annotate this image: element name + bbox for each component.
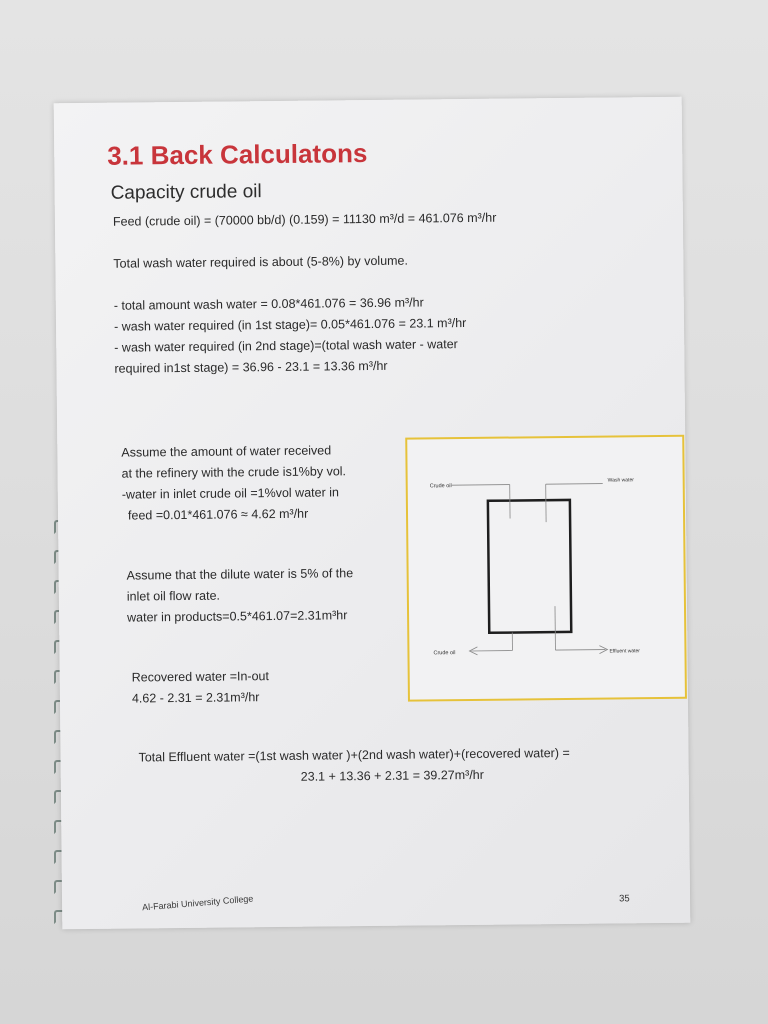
vessel-outline [488, 500, 571, 633]
label-wash-water: Wash water [607, 477, 634, 484]
assume-received-line: at the refinery with the crude is1%by vol. [121, 464, 347, 481]
total-effluent-result: 23.1 + 13.36 + 2.31 = 39.27m³/hr [300, 767, 484, 784]
wash-line-first-stage: - wash water required (in 1st stage)= 0.05*461.076 = 23.1 m³/hr [113, 316, 467, 334]
document-page [54, 97, 691, 930]
page-title: 3.1 Back Calculatons [107, 138, 368, 171]
wash-line-second-stage: - wash water required (in 2nd stage)=(total wash water - water [114, 337, 458, 355]
assume-received-line: -water in inlet crude oil =1%vol water in [121, 485, 339, 502]
assume-dilute-line: Assume that the dilute water is 5% of the [126, 566, 354, 583]
desalter-diagram-svg [407, 437, 685, 700]
crude-in-line [452, 485, 510, 486]
feed-equation: Feed (crude oil) = (70000 bb/d) (0.159) = 11130 m³/d = 461.076 m³/hr [112, 210, 497, 229]
footer-college: Al-Farabi University College [141, 893, 254, 913]
assume-received-line: feed =0.01*461.076 ≈ 4.62 m³/hr [127, 506, 309, 523]
wash-water-intro: Total wash water required is about (5-8%) by volume. [113, 253, 409, 271]
assume-dilute-line: inlet oil flow rate. [126, 588, 221, 604]
page-number: 35 [618, 893, 630, 905]
desalter-diagram [405, 435, 687, 702]
recovered-water-line: 4.62 - 2.31 = 2.31m³/hr [131, 690, 260, 706]
label-crude-out: Crude oil [433, 650, 456, 657]
wash-line-second-stage-cont: required in1st stage) = 36.96 - 23.1 = 13.36 m³/hr [114, 358, 388, 376]
wash-in-line [546, 484, 603, 485]
assume-received-line: Assume the amount of water received [121, 443, 332, 460]
label-effluent-water: Effluent water [609, 648, 640, 655]
assume-dilute-line: water in products=0.5*461.07=2.31m³hr [127, 608, 348, 625]
total-effluent-line: Total Effluent water =(1st wash water )+(2nd wash water)+(recovered water) = [138, 745, 570, 765]
section-subtitle: Capacity crude oil [110, 181, 262, 204]
recovered-water-line: Recovered water =In-out [131, 669, 270, 685]
label-crude-in: Crude oil [429, 483, 452, 490]
wash-line-total: - total amount wash water = 0.08*461.076 = 36.96 m³/hr [113, 295, 424, 313]
effluent-line [555, 650, 605, 651]
